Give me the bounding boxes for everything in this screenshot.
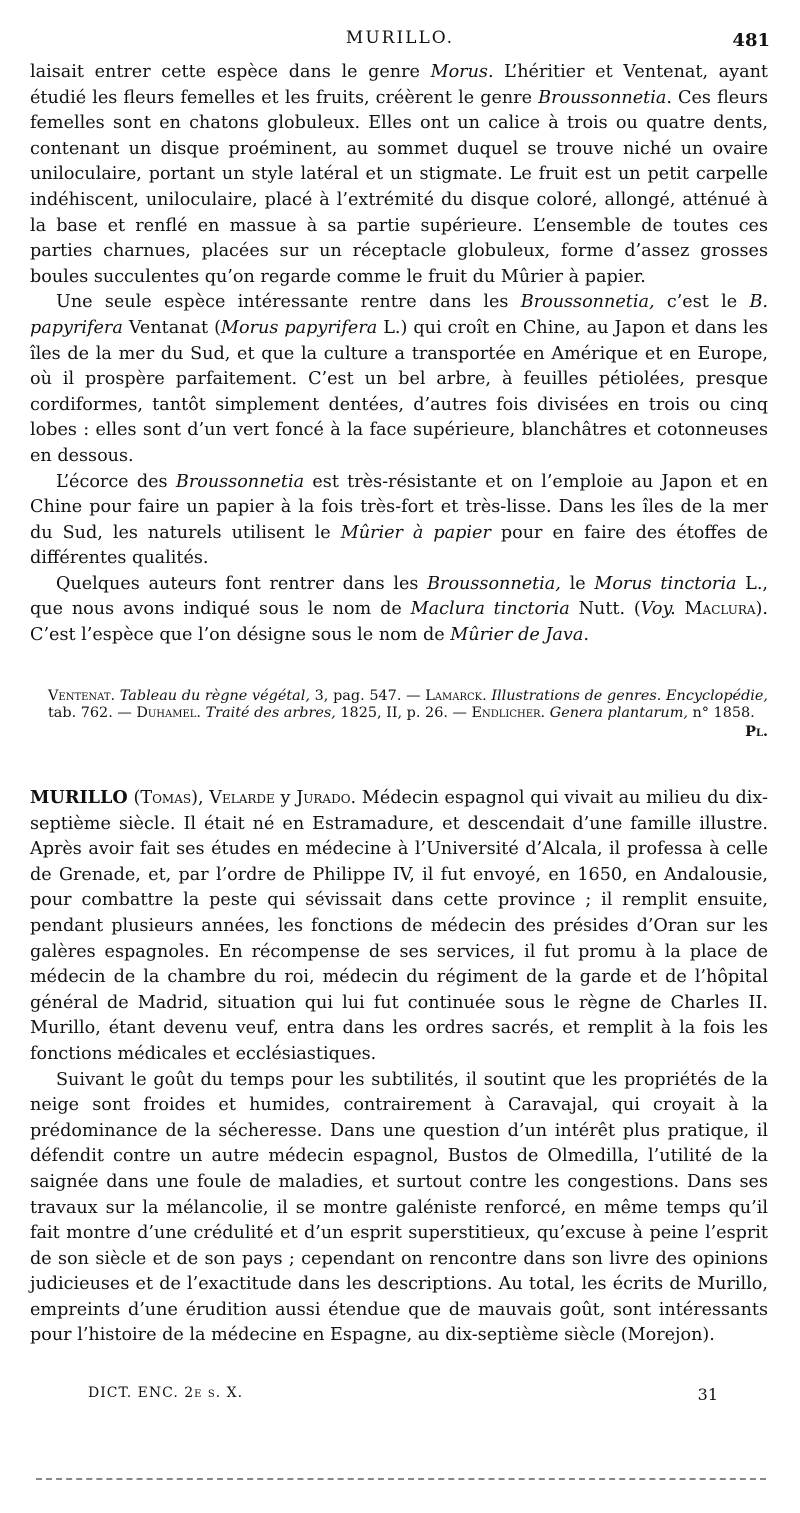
text-run: Broussonnetia bbox=[175, 471, 305, 492]
text-run: Jurado bbox=[296, 788, 351, 808]
text-run: Mûrier à papier bbox=[340, 522, 491, 543]
text-run: . bbox=[540, 705, 550, 721]
text-run: L’écorce des bbox=[56, 471, 176, 492]
text-run: pour en faire des étoffes de différentes qualités. bbox=[30, 522, 768, 569]
text-run: Tableau du règne végétal, bbox=[119, 688, 310, 704]
text-run: Morus tinctoria bbox=[594, 573, 737, 594]
paragraph bbox=[30, 470, 768, 572]
bibliography-references bbox=[48, 688, 768, 740]
paragraph bbox=[30, 1068, 768, 1350]
paragraph bbox=[30, 60, 768, 290]
text-run: Mûrier de Java bbox=[450, 625, 584, 646]
text-run: laisait entrer cette espèce dans le genre bbox=[30, 62, 431, 82]
article-murillo bbox=[30, 785, 768, 1349]
text-run: Genera plantarum, bbox=[549, 705, 688, 721]
text-run: Morus bbox=[430, 62, 488, 82]
text-run: ), bbox=[191, 788, 210, 808]
scan-edge-rule bbox=[36, 1478, 766, 1480]
text-run: Velarde bbox=[209, 788, 275, 808]
author-signature: Pl. bbox=[745, 723, 768, 740]
text-run: L.) qui croît en Chine, au Japon et dans les îles de la mer du Sud, et que la culture a transportée en Amérique et en Europe, où il prospère parfaitement. C’est un bel arbre, à feuilles pétiolées, presque cordiformes, tantôt simplement dentées, d’autres fois divisées en trois ou cinq lobes : elles sont d’un vert foncé à la face supérieure, blanchâtres et cotonneuses en dessous. bbox=[30, 317, 768, 466]
text-run: Broussonnetia, bbox=[520, 292, 655, 313]
paragraph bbox=[30, 572, 768, 649]
text-run: Quelques auteurs font rentrer dans les bbox=[56, 573, 428, 594]
text-run: Endlicher bbox=[471, 705, 541, 721]
text-run: Voy. bbox=[640, 599, 676, 620]
text-run: 3, pag. 547. — bbox=[309, 688, 426, 704]
running-title: MURILLO. bbox=[345, 28, 455, 48]
text-run: . L’héritier et Ventenat, ayant étudié les fleurs femelles et les fruits, créèrent le genre bbox=[30, 62, 769, 108]
page-footer bbox=[88, 1385, 718, 1405]
text-run: ( bbox=[127, 788, 141, 808]
text-run: . bbox=[482, 688, 492, 704]
text-run: Lamarck bbox=[425, 688, 483, 704]
text-run: Ventenat bbox=[48, 688, 111, 704]
text-run: Nutt. ( bbox=[569, 599, 641, 620]
text-run: c’est le bbox=[654, 292, 750, 313]
text-run: . bbox=[110, 688, 120, 704]
text-run: B. papyrifera bbox=[30, 292, 768, 338]
text-run bbox=[676, 599, 685, 619]
text-run: MURILLO bbox=[30, 787, 128, 808]
sheet-signature: DICT. ENC. 2e s. X. bbox=[88, 1385, 244, 1401]
text-run: . Médecin espagnol qui vivait au milieu du dix-septième siècle. Il était né en Estramadure, et descendait d’une famille illustre. Après avoir fait ses études en médecine à l’Université d’Alcala, il professa à celle de Grenade, et, par l’ordre de Philippe IV, il fut envoyé, en 1650, en Andalousie, pour combattre la peste qui sévissait dans cette province ; il remplit ensuite, pendant plusieurs années, les fonctions de médecin des présides d’Oran sur les galères espagnoles. En récompense de ses services, il fut promu à la place de médecin de la chambre du roi, médecin du régiment de la garde et de l’hôpital général de Madrid, situation qui lui fut continuée sous le règne de Charles II. Murillo, étant devenu veuf, entra dans les ordres sacrés, et remplit à la fois les fonctions médicales et ecclésiastiques. bbox=[30, 788, 768, 1064]
text-run: Maclura bbox=[684, 599, 756, 620]
text-run: Broussonnetia bbox=[538, 87, 667, 108]
text-run: tab. 762. — bbox=[48, 705, 137, 721]
text-run: Tomas bbox=[140, 788, 192, 808]
text-run: . bbox=[196, 705, 206, 721]
article-broussonnetia bbox=[30, 60, 768, 649]
sheet-number: 31 bbox=[697, 1385, 718, 1404]
text-run: est très-résistante et on l’emploie au Japon et en Chine pour faire un papier à la fois très-fort et très-lisse. Dans les îles de la mer du Sud, les naturels utilisent le bbox=[30, 471, 768, 543]
text-run: Broussonnetia, bbox=[427, 573, 561, 594]
text-run: Traité des arbres, bbox=[205, 705, 336, 721]
page-number: 481 bbox=[732, 30, 770, 51]
text-run: 1825, II, p. 26. — bbox=[335, 705, 472, 721]
paragraph bbox=[30, 290, 768, 469]
text-run: Illustrations de genres. Encyclopédie, bbox=[491, 688, 768, 704]
text-run: L., que nous avons indiqué sous le nom de bbox=[30, 573, 769, 620]
paragraph bbox=[30, 785, 768, 1068]
text-run: Une seule espèce intéressante rentre dans les bbox=[56, 292, 521, 313]
text-run: Duhamel bbox=[136, 705, 197, 721]
text-run: Morus papyrifera bbox=[221, 317, 378, 338]
text-run: ). C’est l’espèce que l’on désigne sous le nom de bbox=[30, 599, 768, 646]
reference-list bbox=[48, 688, 768, 721]
text-run: . bbox=[583, 625, 589, 646]
text-run: Maclura tinctoria bbox=[410, 599, 570, 620]
text-run: . Ces fleurs femelles sont en chatons globuleux. Elles ont un calice à trois ou quatre dents, contenant un disque proéminent, au sommet duquel se trouve niché un ovaire uniloculaire, portant un style latéral et un stigmate. Le fruit est un petit carpelle indéhiscent, uniloculaire, placé à l’extrémité du disque coloré, allongé, atténué à la base et renflé en massue à sa partie supérieure. L’ensemble de toutes ces parties charnues, placées sur un réceptacle globuleux, forme d’assez grosses boules succulentes qu’on regarde comme le fruit du Mûrier à papier. bbox=[30, 87, 768, 287]
text-run: le bbox=[560, 573, 595, 594]
text-run: Suivant le goût du temps pour les subtilités, il soutint que les propriétés de la neige sont froides et humides, contrairement à Caravajal, qui croyait à la prédominance de la sécheresse. Dans une question d’un intérêt plus pratique, il défendit contre un autre médecin espagnol, Bustos de Olmedilla, l’utilité de la saignée dans une foule de maladies, et surtout contre les congestions. Dans ses travaux sur la mélancolie, il se montre galéniste renforcé, en même temps qu’il fait montre d’une crédulité et d’un esprit superstitieux, qu’excuse à peine l’esprit de son siècle et de son pays ; cependant on rencontre dans son livre des opinions judicieuses et de l’exactitude dans les descriptions. Au total, les écrits de Murillo, empreints d’une érudition aussi étendue que de mauvais goût, sont intéressants pour l’histoire de la médecine en Espagne, au dix-septième siècle (Morejon). bbox=[30, 1069, 768, 1346]
running-header bbox=[30, 28, 770, 58]
text-run: y bbox=[274, 788, 297, 808]
text-run: Ventanat ( bbox=[122, 317, 222, 338]
text-run: n° 1858. bbox=[687, 705, 755, 721]
